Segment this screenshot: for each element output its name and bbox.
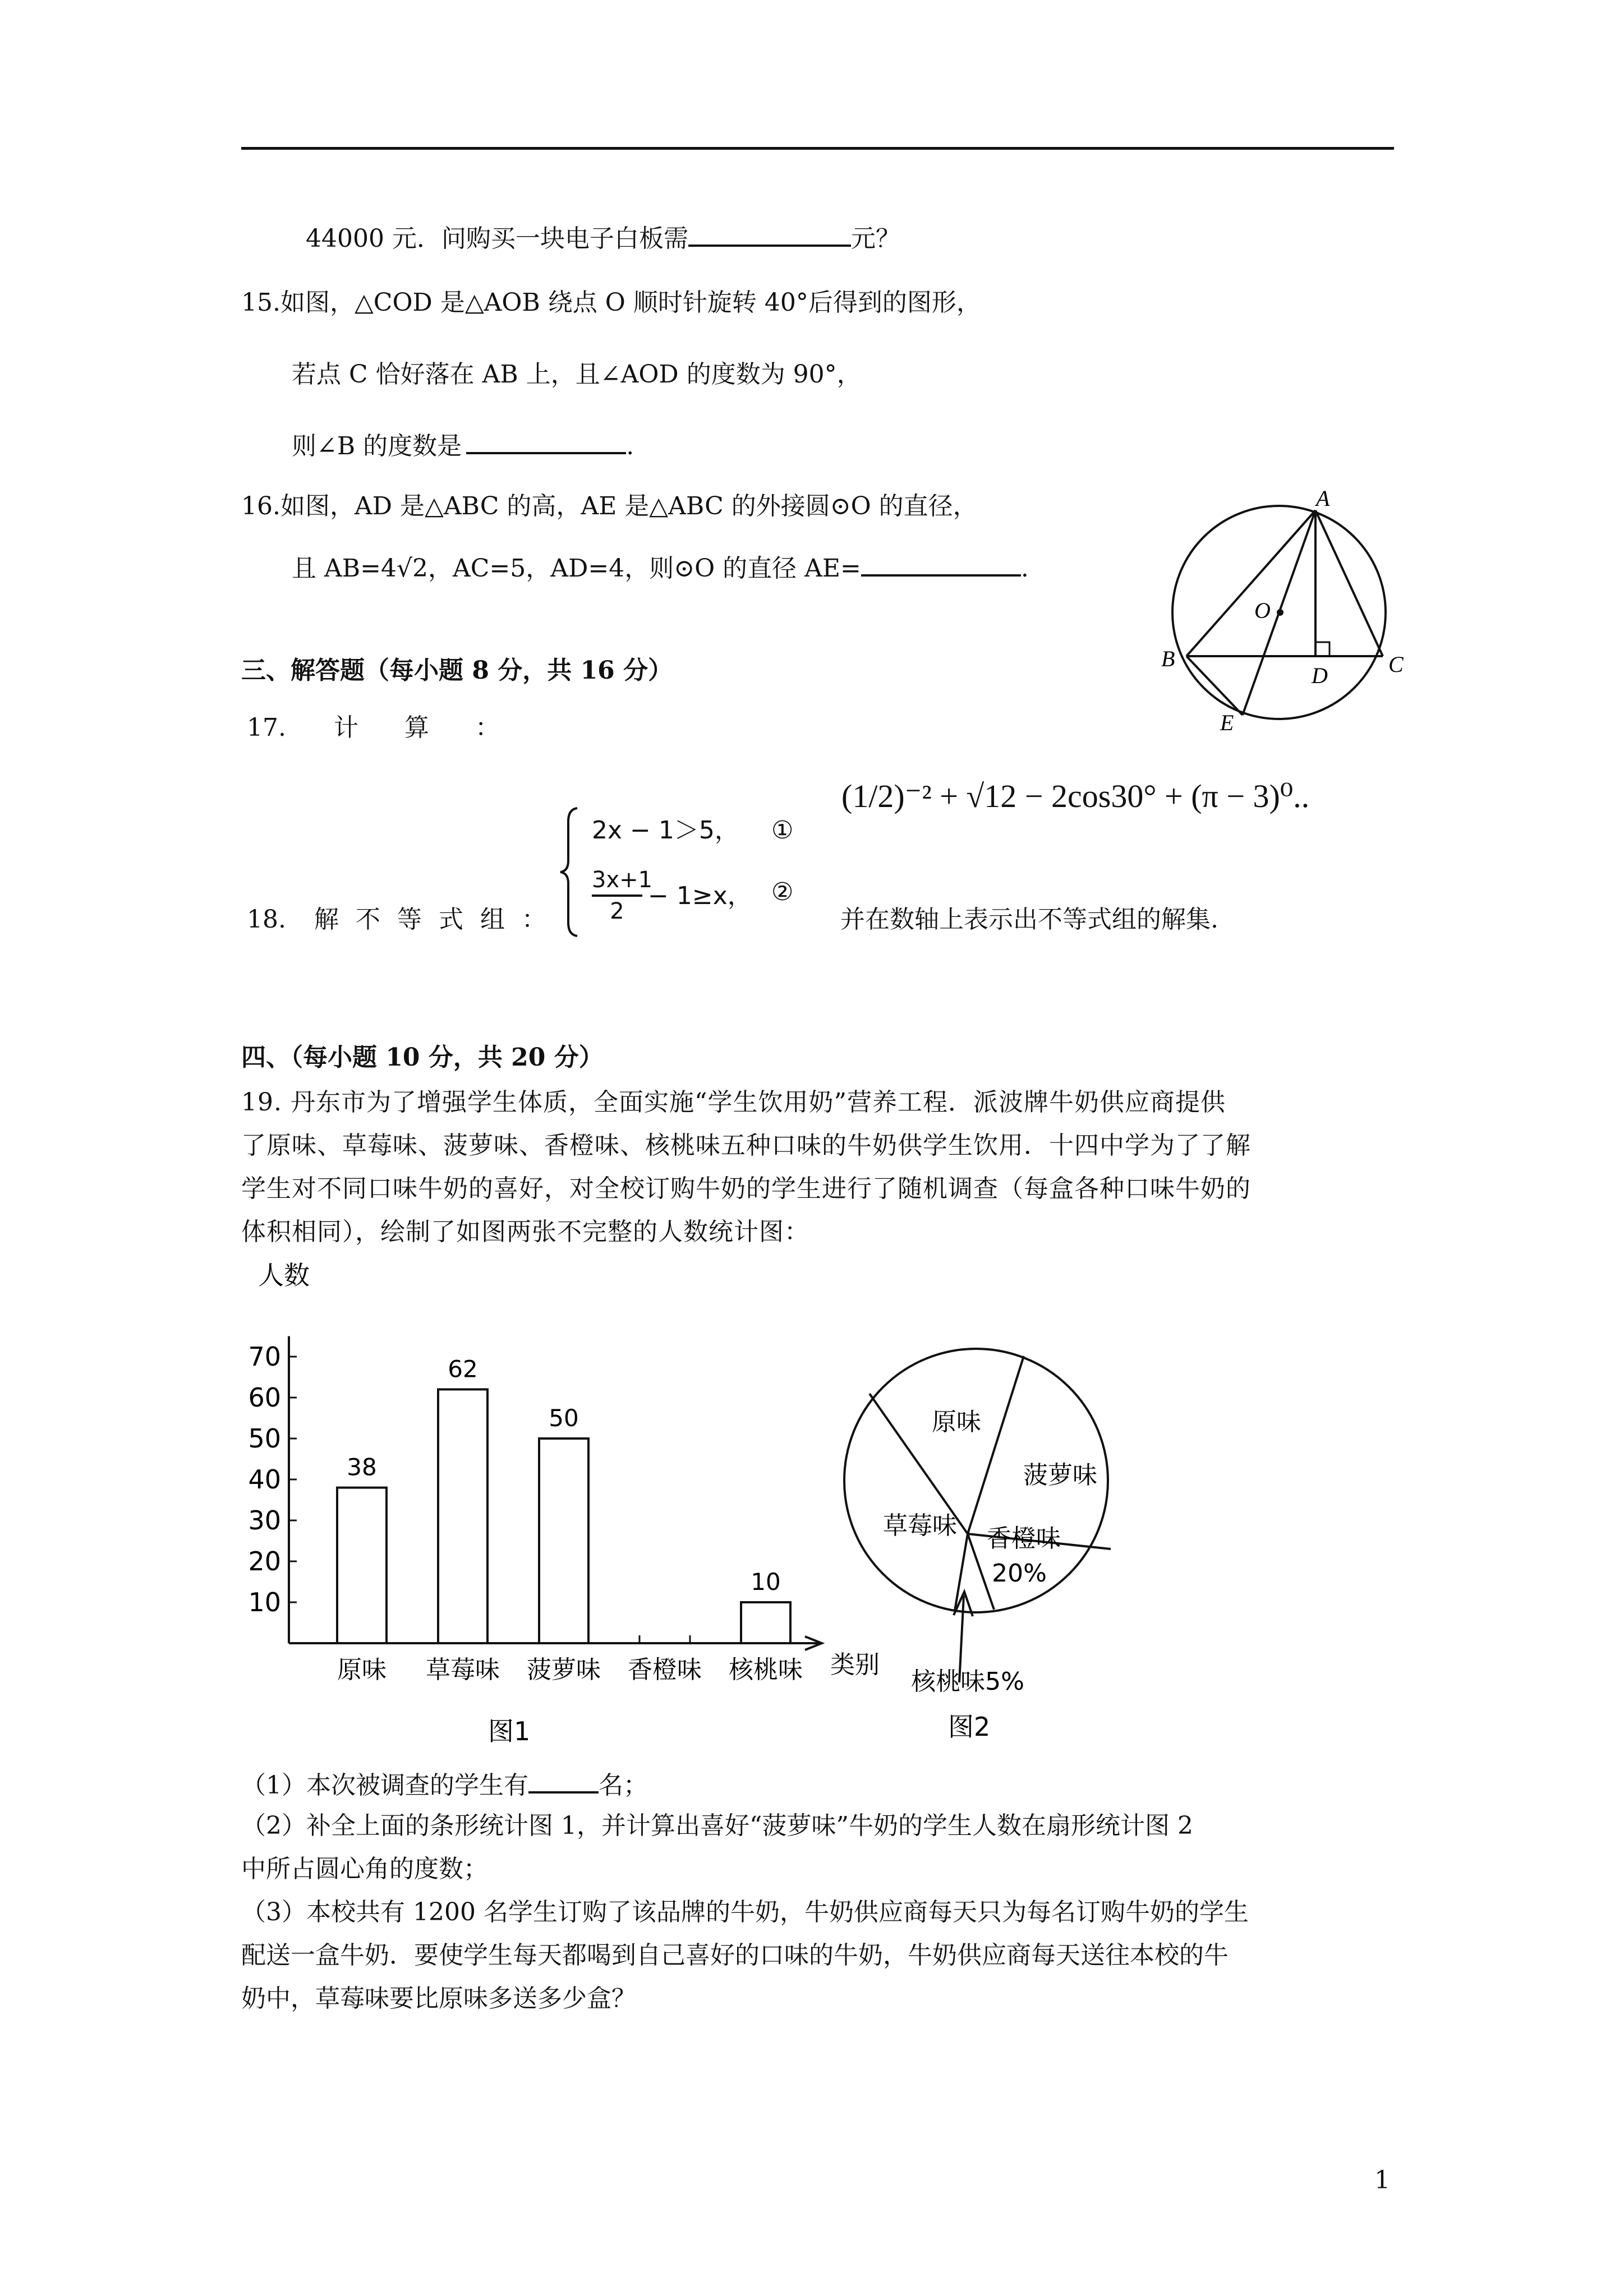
q19-sub1-blank xyxy=(528,1767,599,1794)
pie-callout-label: 核桃味5% xyxy=(911,1667,1024,1696)
q15-line2: 若点 C 恰好落在 AB 上，且∠AOD 的度数为 90°， xyxy=(292,360,862,389)
q19-sub3a: （3）本校共有 1200 名学生订购了该品牌的牛奶，牛奶供应商每天只为每名订购牛奶的学生 xyxy=(241,1898,1249,1926)
bar xyxy=(438,1389,487,1643)
segment-BE xyxy=(1186,656,1243,715)
pie-chart xyxy=(836,1340,1139,1755)
q15-line3 xyxy=(292,427,634,462)
category-label: 香橙味 xyxy=(628,1656,702,1684)
circle-triangle-figure xyxy=(1150,488,1414,740)
left-brace-icon xyxy=(558,805,581,939)
q18-label: 解 不 等 式 组 ： xyxy=(314,905,551,934)
y-tick-label: 20 xyxy=(248,1546,281,1576)
q19-sub1 xyxy=(241,1767,648,1801)
q15-blank xyxy=(466,427,626,454)
q14-blank xyxy=(688,220,851,247)
label-C: C xyxy=(1388,652,1404,677)
pie-slice-label: 原味 xyxy=(932,1408,981,1436)
q19-sub3b: 配送一盒牛奶．要使学生每天都喝到自己喜好的口味的牛奶，牛奶供应商每天送往本校的牛 xyxy=(241,1941,1229,1970)
q15-question: 则∠B 的度数是 xyxy=(292,432,462,460)
bar-chart xyxy=(236,1256,926,1750)
q16-period: . xyxy=(1020,554,1029,583)
bar-data-label: 10 xyxy=(751,1568,781,1596)
y-tick-label: 30 xyxy=(248,1505,281,1536)
q16-question: 且 AB=4√2，AC=5，AD=4，则⊙O 的直径 AE= xyxy=(292,554,861,583)
pie-chart-body xyxy=(844,1349,1111,1696)
pie-chart-title: 图2 xyxy=(948,1712,991,1742)
q19-para-3: 学生对不同口味牛奶的喜好，对全校订购牛奶的学生进行了随机调查（每盒各种口味牛奶的 xyxy=(241,1174,1251,1203)
q19-sub2a: （2）补全上面的条形统计图 1，并计算出喜好“菠萝味”牛奶的学生人数在扇形统计图 2 xyxy=(241,1811,1193,1840)
q18-tail: 并在数轴上表示出不等式组的解集. xyxy=(840,905,1218,934)
bar xyxy=(539,1439,588,1643)
q19-sub1-end: 名； xyxy=(599,1771,648,1800)
bar-chart-title: 图1 xyxy=(488,1716,531,1746)
inequality-2-fraction xyxy=(592,865,653,926)
pie-slice-label: 香橙味 xyxy=(987,1524,1061,1553)
y-tick-label: 40 xyxy=(248,1464,281,1495)
header-rule xyxy=(241,147,1394,150)
label-B: B xyxy=(1161,646,1175,671)
q19-sub2b: 中所占圆心角的度数； xyxy=(241,1855,488,1883)
label-O: O xyxy=(1254,598,1271,623)
bar-chart-ylabel: 人数 xyxy=(258,1260,310,1290)
q19-sub1-text: （1）本次被调查的学生有 xyxy=(241,1771,528,1800)
y-tick-label: 60 xyxy=(248,1382,281,1413)
q18-num: 18. xyxy=(247,905,286,934)
bar-data-label: 62 xyxy=(448,1355,478,1383)
fraction-denominator: 2 xyxy=(610,898,624,924)
fraction-numerator: 3x+1 xyxy=(592,867,653,893)
q17-num: 17. xyxy=(247,713,286,742)
bar-chart-xlabel: 类别 xyxy=(830,1650,880,1679)
pie-slice-label: 草莓味 xyxy=(883,1511,957,1540)
section3-title: 三、解答题（每小题 8 分，共 16 分） xyxy=(241,656,673,685)
q17-expression: (1/2)⁻² + √12 − 2cos30° + (π − 3)⁰.. xyxy=(841,778,1310,814)
q17-label: 计 算 ： xyxy=(334,713,519,742)
q16-line2 xyxy=(292,550,1029,584)
label-A: A xyxy=(1316,488,1330,511)
inequality-1-mark: ① xyxy=(771,816,794,845)
q19-para-1: 19. 丹东市为了增强学生体质，全面实施“学生饮用奶”营养工程．派波牌牛奶供应商提供 xyxy=(241,1088,1226,1117)
q15-line1: 15.如图，△COD 是△AOB 绕点 O 顺时针旋转 40°后得到的图形， xyxy=(241,288,981,317)
q14-tail xyxy=(306,220,900,255)
right-angle-mark xyxy=(1315,642,1329,656)
bar xyxy=(741,1602,790,1643)
y-tick-label: 10 xyxy=(248,1587,281,1617)
category-label: 核桃味 xyxy=(729,1656,803,1684)
bar-chart-body xyxy=(248,1336,822,1685)
q14-unit: 元？ xyxy=(850,224,900,253)
q14-text: 44000 元．问购买一块电子白板需 xyxy=(306,224,688,253)
bar-data-label: 50 xyxy=(549,1404,579,1432)
bar-data-label: 38 xyxy=(347,1453,377,1481)
q19-sub3c: 奶中，草莓味要比原味多送多少盒？ xyxy=(241,1984,636,2013)
center-point xyxy=(1277,609,1283,616)
bar xyxy=(337,1488,387,1643)
y-tick-label: 50 xyxy=(248,1423,281,1454)
section4-title: 四、（每小题 10 分，共 20 分） xyxy=(241,1043,604,1072)
q16-line1: 16.如图，AD 是△ABC 的高，AE 是△ABC 的外接圆⊙O 的直径， xyxy=(241,492,978,520)
category-label: 菠萝味 xyxy=(527,1656,601,1684)
category-label: 草莓味 xyxy=(426,1656,500,1684)
y-tick-label: 70 xyxy=(248,1341,281,1372)
pie-slice-label: 菠萝味 xyxy=(1023,1461,1097,1490)
page-number: 1 xyxy=(1374,2166,1390,2194)
inequality-2-rest: − 1≥x， xyxy=(648,882,752,910)
q15-period: . xyxy=(626,432,634,460)
label-E: E xyxy=(1220,710,1234,735)
pie-percent-label: 20% xyxy=(992,1559,1047,1588)
q16-blank xyxy=(861,550,1021,577)
inequality-1: 2x − 1＞5， xyxy=(592,816,739,845)
q19-para-2: 了原味、草莓味、菠萝味、香橙味、核桃味五种口味的牛奶供学生饮用．十四中学为了了解 xyxy=(241,1131,1251,1160)
inequality-system xyxy=(558,805,850,942)
q19-para-4: 体积相同），绘制了如图两张不完整的人数统计图： xyxy=(241,1218,809,1246)
label-D: D xyxy=(1312,663,1328,688)
segment-AB xyxy=(1186,510,1315,656)
category-label: 原味 xyxy=(337,1656,387,1684)
inequality-2-mark: ② xyxy=(771,878,794,906)
